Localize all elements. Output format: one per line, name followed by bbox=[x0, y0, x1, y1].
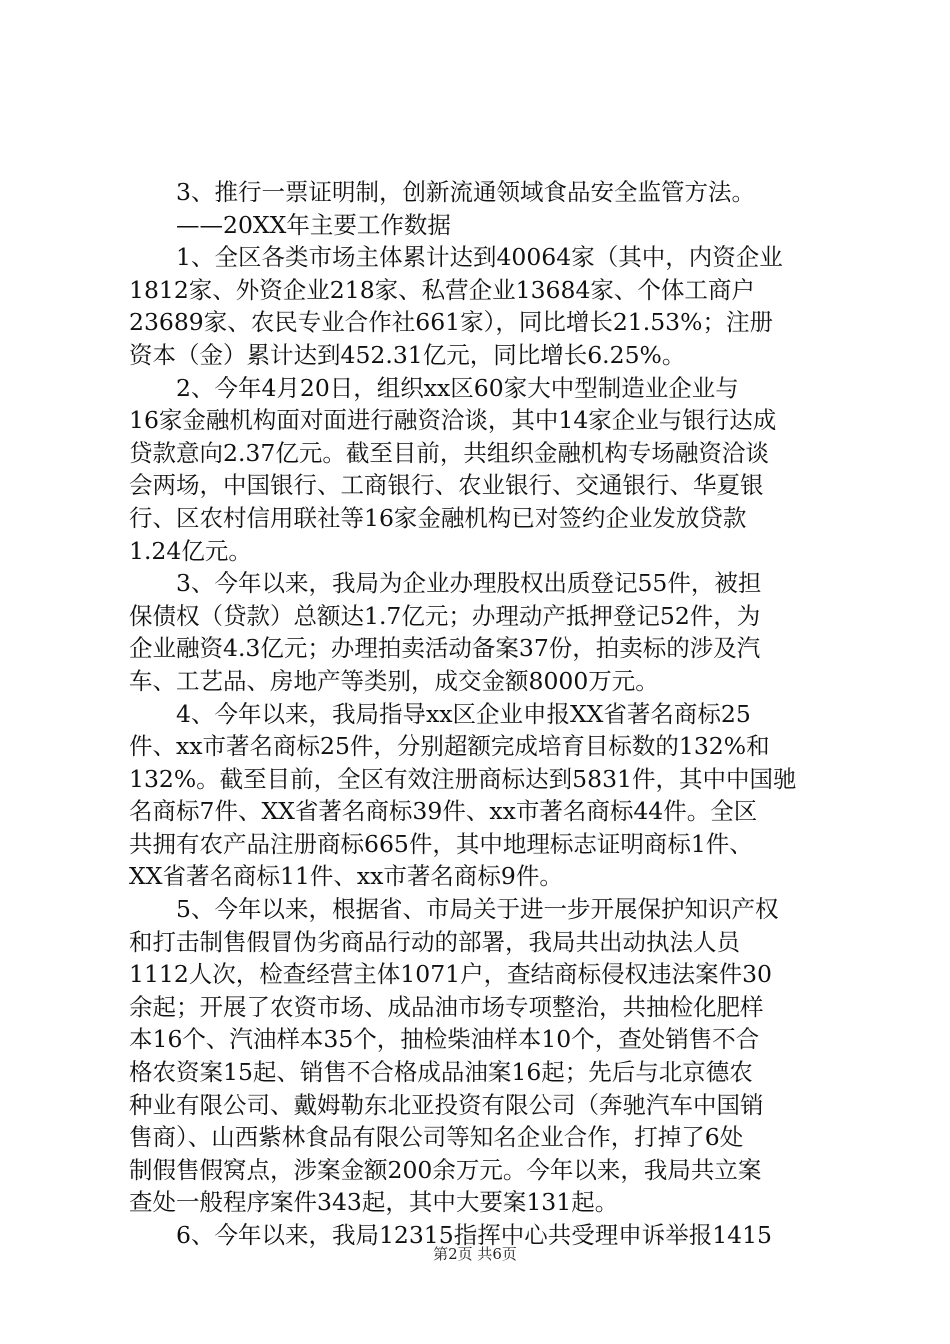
page-number-footer: 第2页 共6页 bbox=[433, 1245, 517, 1263]
text-line: 格农资案15起、销售不合格成品油案16起；先后与北京德农 bbox=[129, 1058, 753, 1087]
text-line: 制假售假窝点，涉案金额200余万元。今年以来，我局共立案 bbox=[129, 1155, 762, 1184]
text-line: 车、工艺品、房地产等类别，成交金额8000万元。 bbox=[129, 666, 659, 695]
text-line: 行、区农村信用联社等16家金融机构已对签约企业发放贷款 bbox=[129, 503, 747, 532]
text-line: 1.24亿元。 bbox=[129, 536, 252, 565]
text-line: 企业融资4.3亿元；办理拍卖活动备案37份，拍卖标的涉及汽 bbox=[129, 634, 761, 663]
text-line: 资本（金）累计达到452.31亿元，同比增长6.25%。 bbox=[129, 340, 686, 369]
paragraph-3 bbox=[129, 567, 829, 697]
text-line: 贷款意向2.37亿元。截至目前，共组织金融机构专场融资洽谈 bbox=[129, 438, 769, 467]
text-line: 余起；开展了农资市场、成品油市场专项整治，共抽检化肥样 bbox=[129, 992, 764, 1021]
text-line: 1、全区各类市场主体累计达到40064家（其中，内资企业 bbox=[176, 243, 783, 272]
section-heading bbox=[129, 209, 829, 242]
text-line: 6、今年以来，我局12315指挥中心共受理申诉举报1415 bbox=[176, 1221, 773, 1249]
text-line: 132%。截至目前，全区有效注册商标达到5831件，其中中国驰 bbox=[129, 764, 797, 793]
text-line: ——20XX年主要工作数据 bbox=[176, 210, 451, 239]
text-line: 3、今年以来，我局为企业办理股权出质登记55件，被担 bbox=[176, 569, 762, 598]
text-line: 共拥有农产品注册商标665件，其中地理标志证明商标1件、 bbox=[129, 829, 753, 858]
paragraph-2 bbox=[129, 372, 829, 568]
text-line: 23689家、农民专业合作社661家），同比增长21.53%；注册 bbox=[129, 308, 773, 337]
text-line: 名商标7件、XX省著名商标39件、xx市著名商标44件。全区 bbox=[129, 797, 758, 826]
paragraph-item-3 bbox=[129, 176, 829, 209]
paragraph-4 bbox=[129, 698, 829, 894]
text-line: 件、xx市著名商标25件，分别超额完成培育目标数的132%和 bbox=[129, 732, 770, 761]
text-line: 16家金融机构面对面进行融资洽谈，其中14家企业与银行达成 bbox=[129, 406, 777, 435]
text-line: 4、今年以来，我局指导xx区企业申报XX省著名商标25 bbox=[176, 699, 751, 728]
text-line: 保债权（贷款）总额达1.7亿元；办理动产抵押登记52件，为 bbox=[129, 601, 761, 630]
text-line: 1812家、外资企业218家、私营企业13684家、个体工商户 bbox=[129, 275, 755, 304]
text-line: 5、今年以来，根据省、市局关于进一步开展保护知识产权 bbox=[176, 895, 779, 924]
text-line: 会两场，中国银行、工商银行、农业银行、交通银行、华夏银 bbox=[129, 471, 764, 500]
paragraph-5 bbox=[129, 893, 829, 1219]
text-line: 3、推行一票证明制，创新流通领域食品安全监管方法。 bbox=[176, 178, 755, 206]
text-line: 查处一般程序案件343起，其中大要案131起。 bbox=[129, 1188, 619, 1217]
text-line: 1112人次，检查经营主体1071户，查结商标侵权违法案件30 bbox=[129, 960, 773, 989]
document-body bbox=[129, 176, 829, 1252]
text-line: 本16个、汽油样本35个，抽检柴油样本10个，查处销售不合 bbox=[129, 1025, 760, 1054]
text-line: 售商）、山西紫林食品有限公司等知名企业合作，打掉了6处 bbox=[129, 1123, 744, 1152]
text-line: 2、今年4月20日，组织xx区60家大中型制造业企业与 bbox=[176, 373, 739, 402]
text-line: 种业有限公司、戴姆勒东北亚投资有限公司（奔驰汽车中国销 bbox=[129, 1090, 764, 1119]
text-line: XX省著名商标11件、xx市著名商标9件。 bbox=[129, 862, 563, 891]
text-line: 和打击制售假冒伪劣商品行动的部署，我局共出动执法人员 bbox=[129, 927, 740, 956]
paragraph-1 bbox=[129, 241, 829, 371]
